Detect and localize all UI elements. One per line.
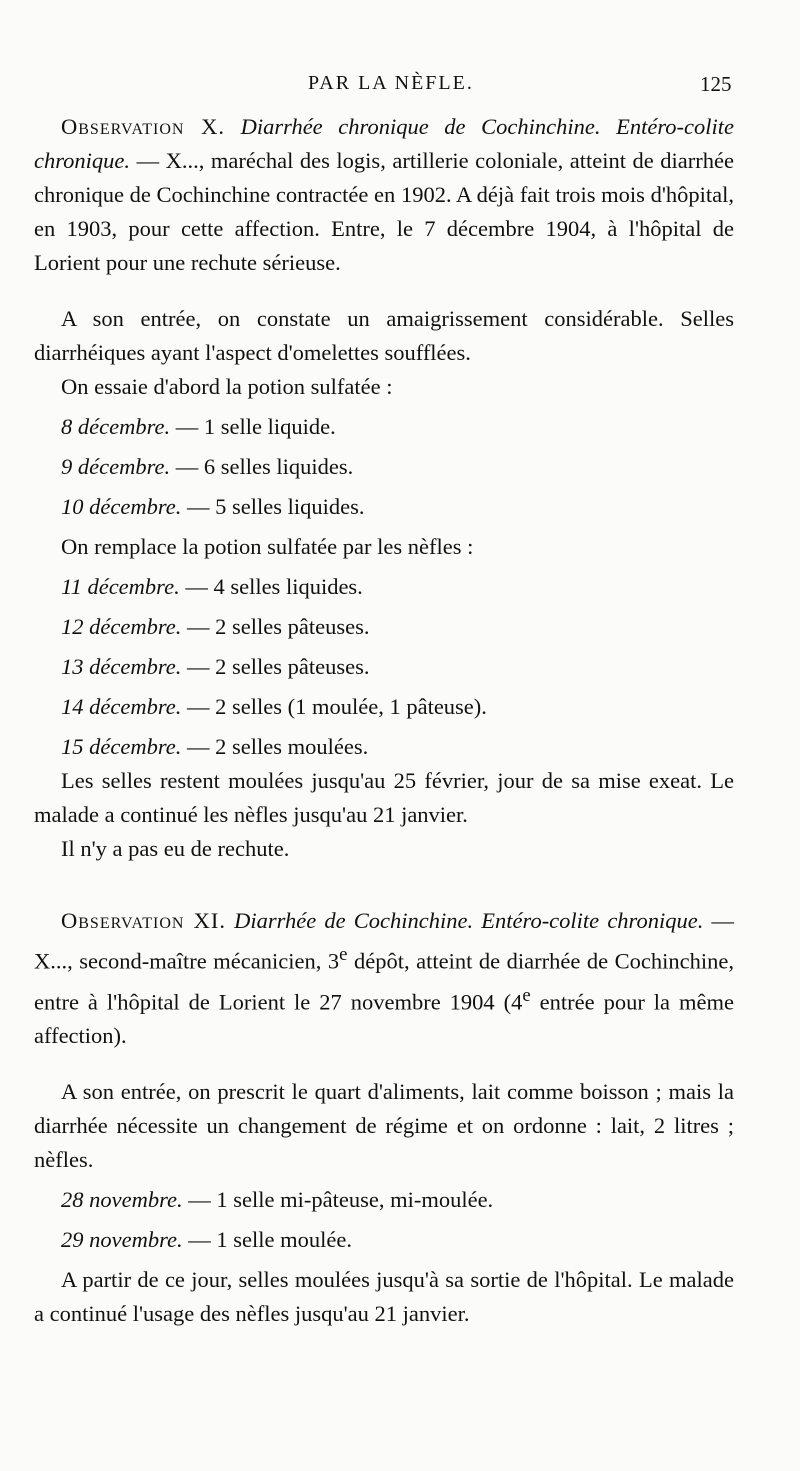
observation-label: Observation XI. [61, 908, 226, 933]
entry-text: — 1 selle liquide. [170, 414, 336, 439]
paragraph: A partir de ce jour, selles moulées jusqu'à sa sortie de l'hôpital. Le malade a continué l'usage des nèfles jusqu'au 21 janvier. [34, 1267, 734, 1326]
entry-date: 11 décembre. [61, 574, 180, 599]
paragraph: A son entrée, on constate un amaigrissement considérable. Selles diarrhéiques ayant l'aspect d'omelettes soufflées. [34, 306, 734, 365]
entry-text: — 5 selles liquides. [181, 494, 365, 519]
page-number: 125 [700, 72, 732, 96]
entry-text: — 4 selles liquides. [179, 574, 363, 599]
entry-date: 13 décembre. [61, 654, 182, 679]
list-item [34, 410, 734, 444]
entry-text: — 2 selles moulées. [181, 734, 369, 759]
list-item [34, 1183, 734, 1217]
page-body [34, 110, 734, 1331]
observation-11-heading [34, 904, 734, 1053]
paragraph: On remplace la potion sulfatée par les nèfles : [61, 534, 474, 559]
list-item [34, 690, 734, 724]
paragraph: Les selles restent moulées jusqu'au 25 février, jour de sa mise exeat. Le malade a continué les nèfles jusqu'au 21 janvier. [34, 768, 734, 827]
entry-text: — 6 selles liquides. [170, 454, 354, 479]
entry-text: — 1 selle moulée. [182, 1227, 352, 1252]
observation-label: Observation X. [61, 114, 225, 139]
observation-title: Diarrhée de Cochinchine. Entéro-colite chronique. [234, 908, 704, 933]
entry-text: — 1 selle mi-pâteuse, mi-moulée. [182, 1187, 494, 1212]
observation-title: Diarrhée chronique de Cochinchine. Entéro-colite chronique. [34, 114, 735, 173]
observation-text: dépôt, atteint de diarrhée de Cochinchine, entre à l'hôpital de Lorient le 27 novembre 1904 (4 [34, 948, 734, 1014]
list-item [34, 650, 734, 684]
entry-date: 14 décembre. [61, 694, 182, 719]
observation-text: — X..., maréchal des logis, artillerie coloniale, atteint de diarrhée chronique de Cochinchine contractée en 1902. A déjà fait trois mois d'hôpital, en 1903, pour cette affection. Entre, le 7 décembre 1904, à l'hôpital de Lorient pour une rechute sérieuse. [34, 148, 734, 275]
paragraph: Il n'y a pas eu de rechute. [61, 836, 290, 861]
entry-date: 29 novembre. [61, 1227, 183, 1252]
entry-date: 10 décembre. [61, 494, 182, 519]
entry-text: — 2 selles pâteuses. [181, 614, 370, 639]
list-item [34, 490, 734, 524]
list-item [34, 450, 734, 484]
paragraph: On essaie d'abord la potion sulfatée : [61, 374, 393, 399]
entry-date: 8 décembre. [61, 414, 171, 439]
entry-date: 28 novembre. [61, 1187, 183, 1212]
entry-date: 12 décembre. [61, 614, 182, 639]
entry-date: 15 décembre. [61, 734, 182, 759]
observation-text: — X..., second-maître mécanicien, 3 [34, 908, 734, 974]
superscript: e [339, 944, 348, 965]
entry-date: 9 décembre. [61, 454, 171, 479]
entry-text: — 2 selles (1 moulée, 1 pâteuse). [181, 694, 487, 719]
list-item [34, 1223, 734, 1257]
observation-10-heading [34, 110, 734, 280]
paragraph: A son entrée, on prescrit le quart d'aliments, lait comme boisson ; mais la diarrhée nécessite un changement de régime et on ordonne : lait, 2 litres ; nèfles. [34, 1079, 734, 1172]
list-item [34, 570, 734, 604]
superscript: e [522, 984, 531, 1006]
entry-text: — 2 selles pâteuses. [181, 654, 370, 679]
list-item [34, 610, 734, 644]
observation-text: entrée pour la même affection). [34, 989, 734, 1048]
running-title: PAR LA NÈFLE. [308, 72, 474, 94]
page-header [0, 72, 800, 102]
list-item [34, 730, 734, 764]
